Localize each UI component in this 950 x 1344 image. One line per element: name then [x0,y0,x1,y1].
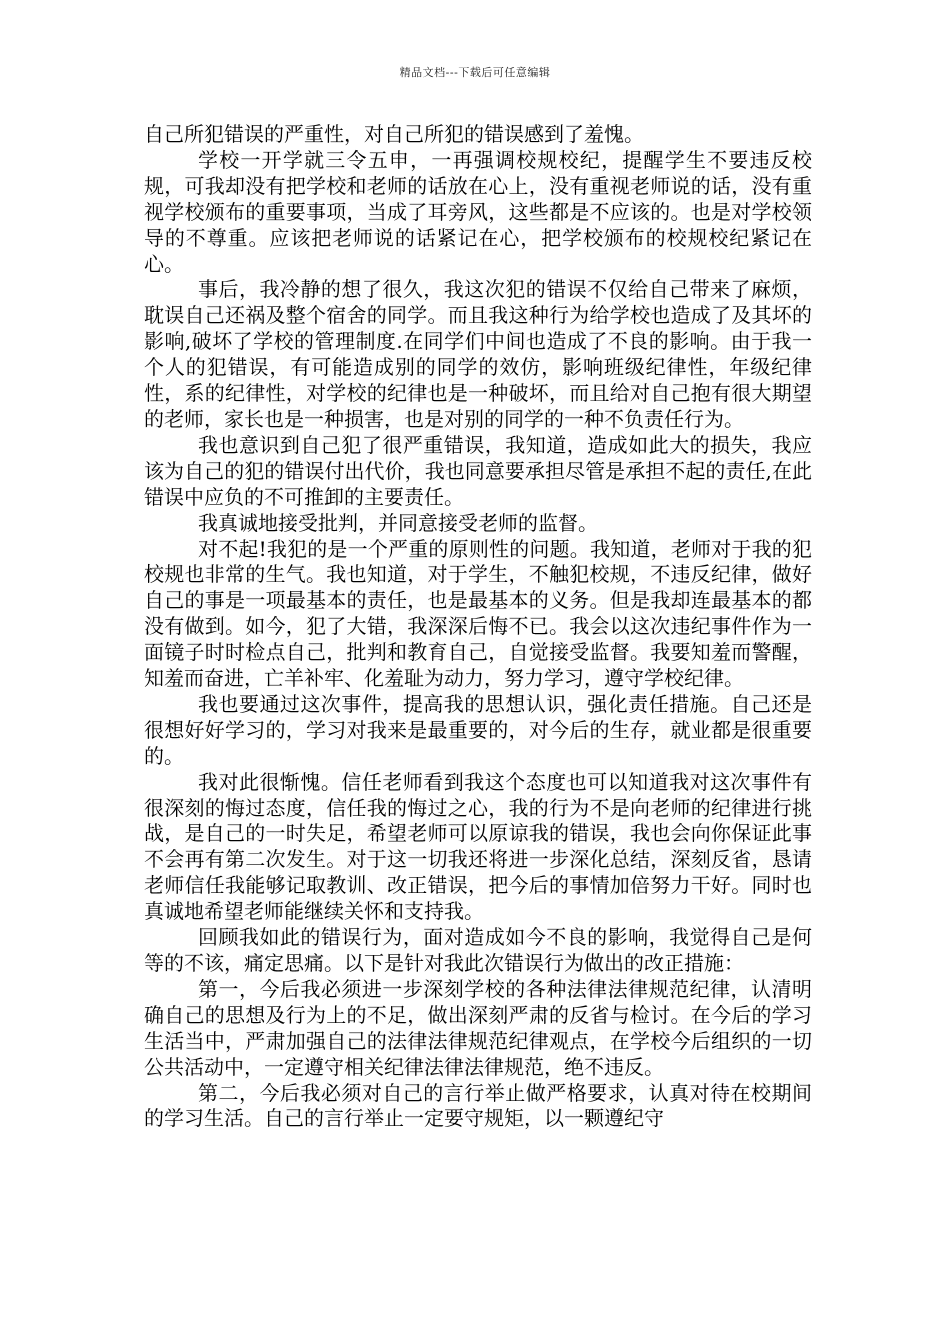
document-body [144,122,812,1132]
paragraph: 第一，今后我必须进一步深刻学校的各种法律法律规范纪律，认清明确自己的思想及行为上的不足，做出深刻严肃的反省与检讨。在今后的学习生活当中，严肃加强自己的法律法律规范纪律观点，在学校今后组织的一切公共活动中，一定遵守相关纪律法律法律规范，绝不违反。 [144,976,812,1079]
paragraph: 我真诚地接受批判，并同意接受老师的监督。 [198,510,598,535]
paragraph: 我也意识到自己犯了很严重错误，我知道，造成如此大的损失，我应该为自己的犯的错误付出代价，我也同意要承担尽管是承担不起的责任,在此错误中应负的不可推卸的主要责任。 [144,432,812,509]
paragraph: 我对此很惭愧。信任老师看到我这个态度也可以知道我对这次事件有很深刻的悔过态度，信任我的悔过之心，我的行为不是向老师的纪律进行挑战，是自己的一时失足，希望老师可以原谅我的错误，我也会向你保证此事不会再有第二次发生。对于这一切我还将进一步深化总结，深刻反省，恳请老师信任我能够记取教训、改正错误，把今后的事情加倍努力干好。同时也真诚地希望老师能继续关怀和支持我。 [144,769,812,924]
paragraph: 第二，今后我必须对自己的言行举止做严格要求，认真对待在校期间的学习生活。自己的言行举止一定要守规矩，以一颗遵纪守 [144,1080,812,1131]
paragraph: 我也要通过这次事件，提高我的思想认识，强化责任措施。自己还是很想好好学习的，学习对我来是最重要的，对今后的生存，就业都是很重要的。 [144,691,812,768]
paragraph: 学校一开学就三令五申，一再强调校规校纪，提醒学生不要违反校规，可我却没有把学校和老师的话放在心上，没有重视老师说的话，没有重视学校颁布的重要事项，当成了耳旁风，这些都是不应该的。也是对学校领导的不尊重。应该把老师说的话紧记在心，把学校颁布的校规校纪紧记在心。 [144,147,812,276]
page-header: 精品文档---下载后可任意编辑 [399,66,551,79]
paragraph: 自己所犯错误的严重性，对自己所犯的错误感到了羞愧。 [144,122,644,146]
paragraph: 事后，我冷静的想了很久，我这次犯的错误不仅给自己带来了麻烦，耽误自己还祸及整个宿舍的同学。而且我这种行为给学校也造成了及其坏的影响,破坏了学校的管理制度.在同学们中间也造成了不良的影响。由于我一个人的犯错误，有可能造成别的同学的效仿，影响班级纪律性，年级纪律性，系的纪律性，对学校的纪律也是一种破坏，而且给对自己抱有很大期望的老师，家长也是一种损害，也是对别的同学的一种不负责任行为。 [144,277,812,431]
paragraph: 对不起!我犯的是一个严重的原则性的问题。我知道，老师对于我的犯校规也非常的生气。我也知道，对于学生，不触犯校规，不违反纪律，做好自己的事是一项最基本的责任，也是最基本的义务。但是我却连最基本的都没有做到。如今，犯了大错，我深深后悔不已。我会以这次违纪事件作为一面镜子时时检点自己，批判和教育自己，自觉接受监督。我要知羞而警醒，知羞而奋进，亡羊补牢、化羞耻为动力，努力学习，遵守学校纪律。 [144,536,812,691]
paragraph: 回顾我如此的错误行为，面对造成如今不良的影响，我觉得自己是何等的不该，痛定思痛。以下是针对我此次错误行为做出的改正措施： [144,925,812,975]
